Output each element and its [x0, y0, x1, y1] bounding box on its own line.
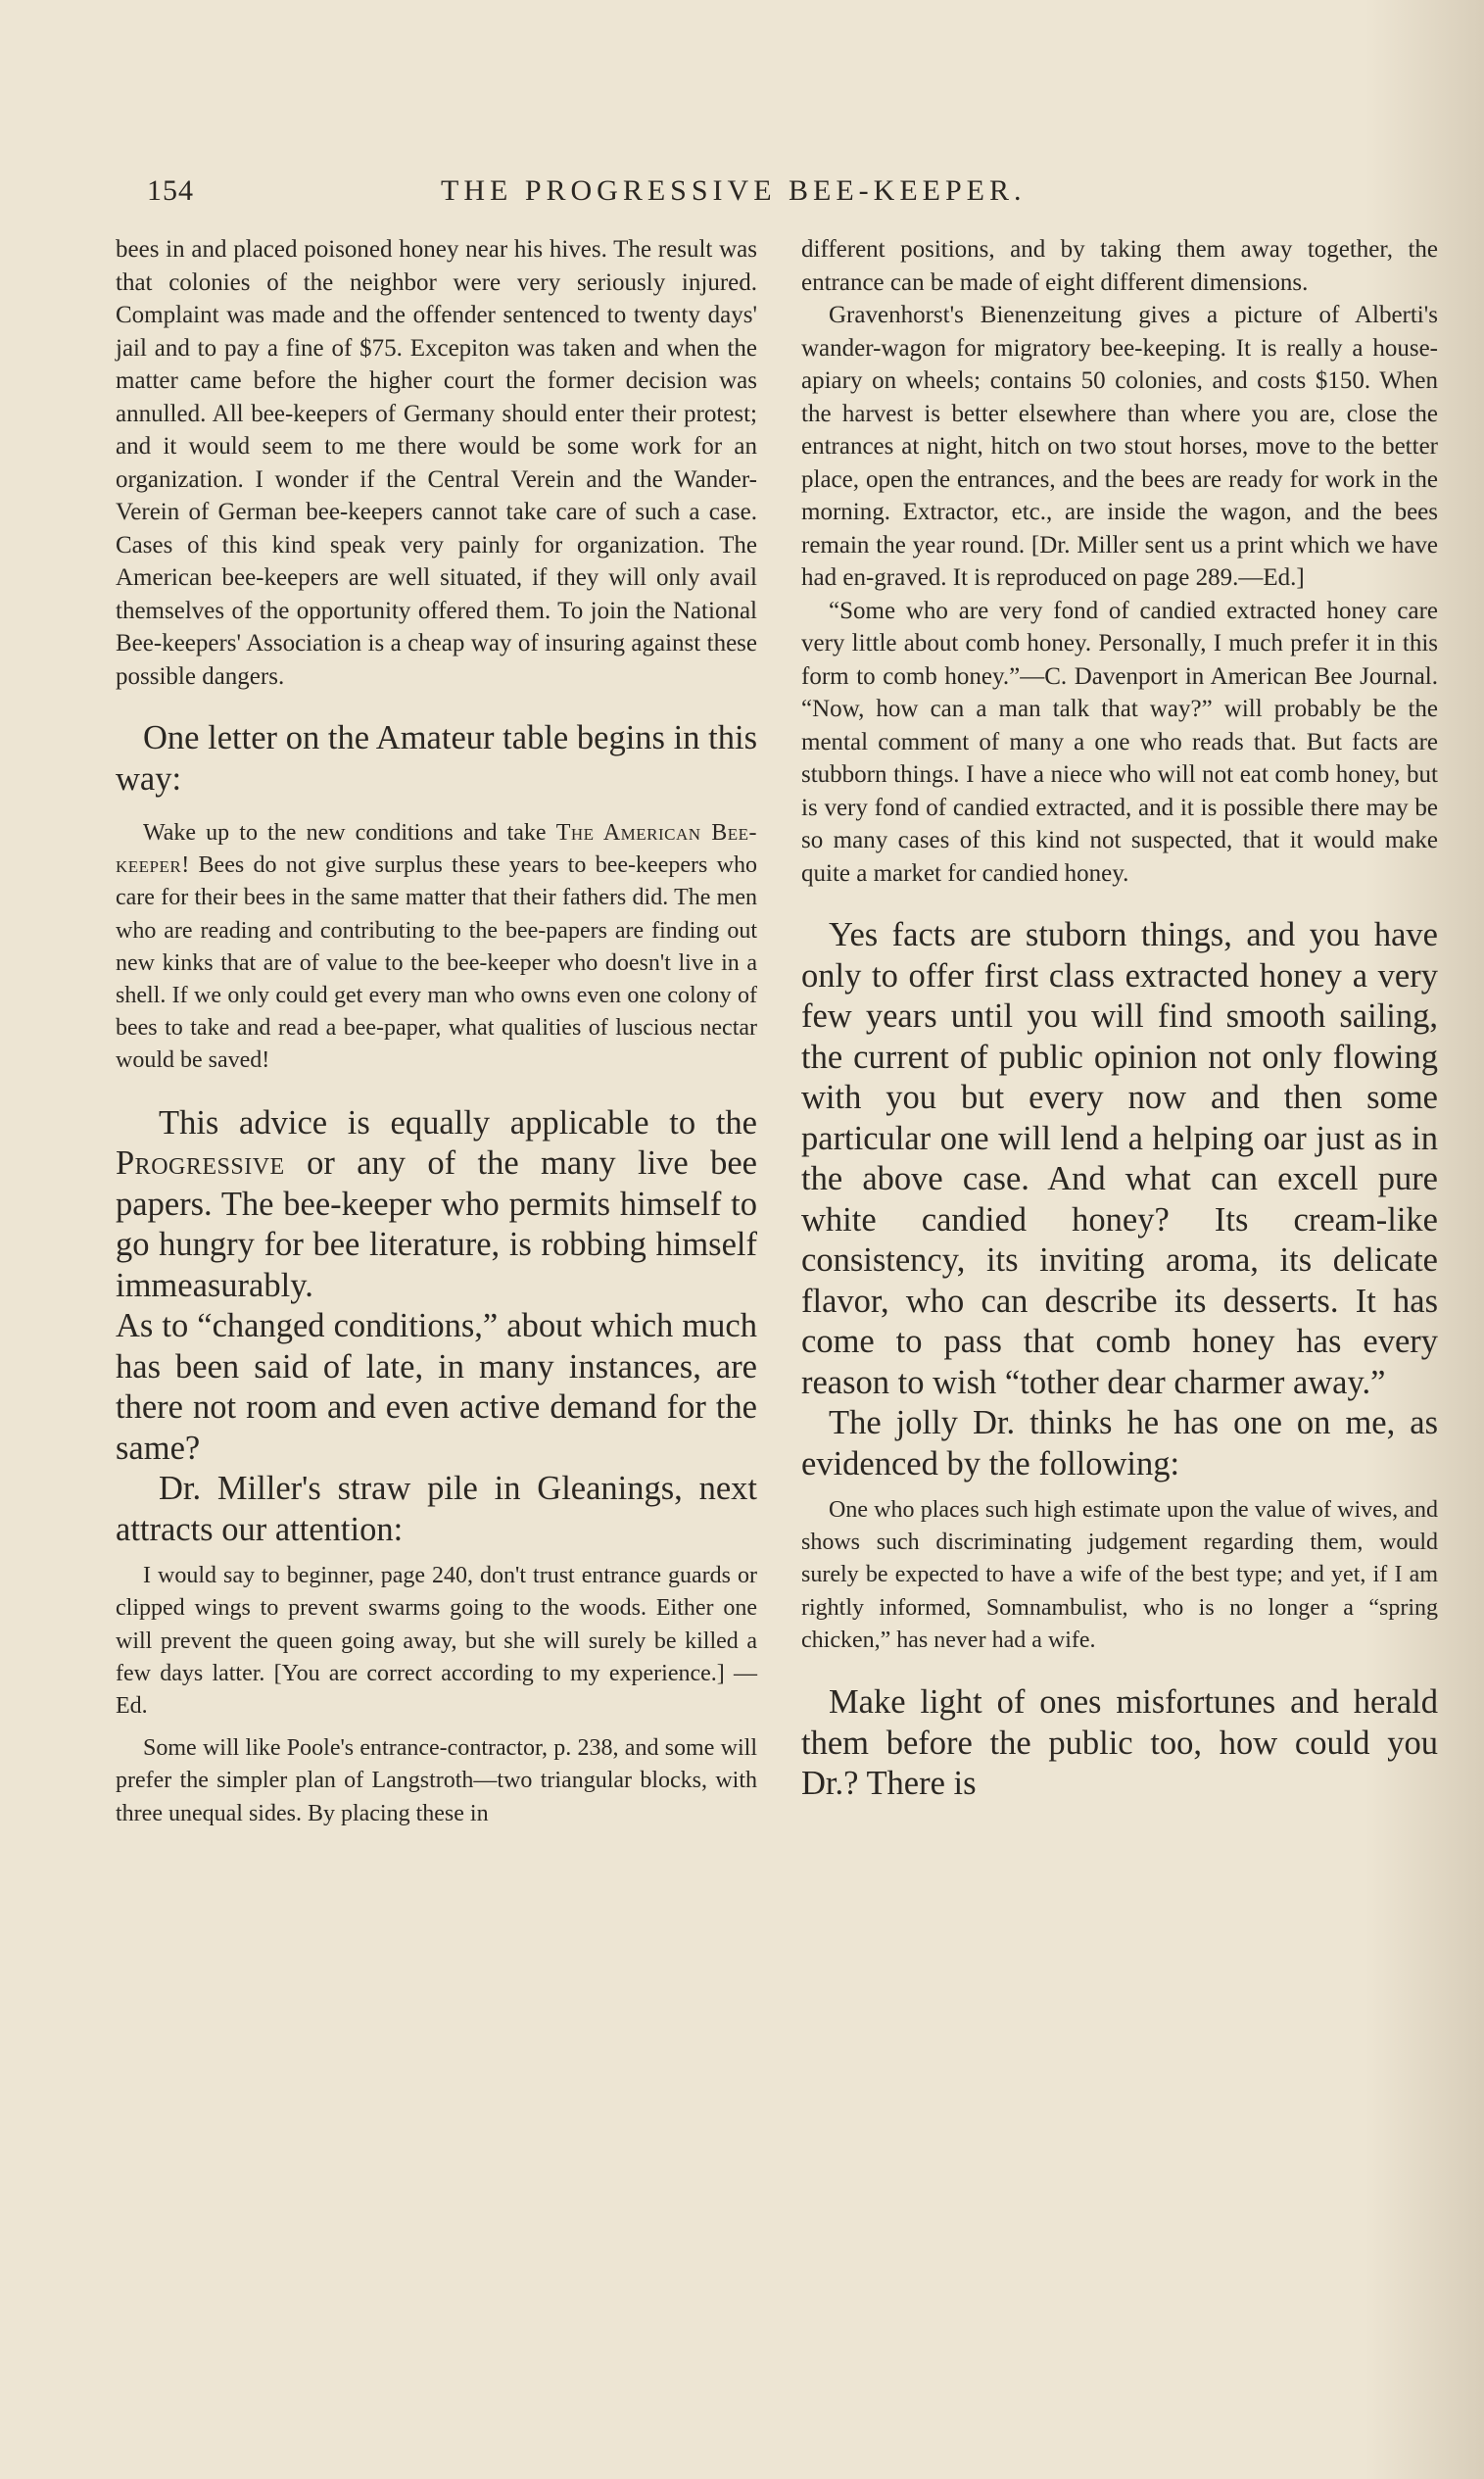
block-quote: Some will like Poole's entrance-contractor, p. 238, and some will prefer the simpler plan of Langstroth—two triangular blocks, with three unequal sides. By placing these in — [116, 1735, 757, 1826]
article-paragraph: The jolly Dr. thinks he has one on me, as evidenced by the following: — [801, 1404, 1438, 1483]
publication-name: Progressive — [116, 1144, 285, 1183]
article-paragraph: One letter on the Amateur table begins in this way: — [116, 719, 757, 798]
article-paragraph: Gravenhorst's Bienenzeitung gives a picture of Alberti's wander-wagon for migratory bee-keeping. It is really a house-apiary on wheels; contains 50 colonies, and costs $150. When the harvest is better elsewhere than where you are, close the entrances at night, hitch on two stout horses, move to the better place, open the entrances, and the bees are ready for work in the morning. Extractor, etc., are inside the wagon, and the bees remain the year round. [Dr. Miller sent us a print which we have had en-graved. It is reproduced on page 289.—Ed.] — [801, 302, 1438, 591]
article-paragraph: As to “changed conditions,” about which much has been said of late, in many instances, are there not room and even active demand for the same? — [116, 1307, 757, 1467]
article-paragraph: different positions, and by taking them away together, the entrance can be made of eight different dimensions. — [801, 236, 1438, 296]
page-header — [147, 174, 1401, 214]
block-quote — [116, 817, 757, 1078]
article-paragraph — [116, 1103, 757, 1307]
running-title: THE PROGRESSIVE BEE-KEEPER. — [441, 174, 1027, 207]
publication-name: The American Bee-keeper — [116, 820, 757, 879]
article-paragraph: Make light of ones misfortunes and herald them before the public too, how could you Dr.? There is — [801, 1683, 1438, 1803]
page-number: 154 — [147, 174, 194, 207]
block-quote: One who places such high estimate upon the value of wives, and shows such discriminating judgement regarding them, would surely be expected to have a wife of the best type; and yet, if I am rightly informed, Somnambulist, who is no longer a “spring chicken,” has never had a wife. — [801, 1497, 1438, 1653]
paragraph-text: This advice is equally applicable to the — [159, 1103, 757, 1142]
paragraph-text: or any of the many live bee papers. The bee-keeper who permits himself to go hungry for bee literature, is robbing himself immeasurably. — [116, 1144, 757, 1304]
right-column — [801, 233, 1438, 1805]
article-paragraph: Dr. Miller's straw pile in Gleanings, next attracts our attention: — [116, 1470, 757, 1548]
quote-text: ! Bees do not give surplus these years to bee-keepers who care for their bees in the same matter that their fathers did. The men who are reading and contributing to the bee-papers are finding out new kinks that are of value to the bee-keeper who doesn't live in a shell. If we only could get every man who owns even one colony of bees to take and read a bee-paper, what qualities of luscious nectar would be saved! — [116, 852, 757, 1074]
article-paragraph: Yes facts are stuborn things, and you have only to offer first class extracted honey a very few years until you will find smooth sailing, the current of public opinion not only flowing with you but every now and then some particular one will lend a helping oar just as in the above case. And what can excell pure white candied honey? Its cream-like consistency, its inviting aroma, its delicate flavor, who can describe its desserts. It has come to pass that comb honey has every reason to wish “tother dear charmer away.” — [801, 916, 1438, 1401]
article-paragraph: bees in and placed poisoned honey near his hives. The result was that colonies of the neighbor were very seriously injured. Complaint was made and the offender sentenced to twenty days' jail and to pay a fine of $75. Excepiton was taken and when the matter came before the higher court the former decision was annulled. All bee-keepers of Germany should enter their protest; and it would seem to me there would be some work for an organization. I wonder if the Central Verein and the Wander-Verein of German bee-keepers cannot take care of such a case. Cases of this kind speak very painly for organization. The American bee-keepers are well situated, if they will only avail themselves of the opportunity offered them. To join the National Bee-keepers' Association is a cheap way of insuring against these possible dangers. — [116, 236, 757, 690]
article-paragraph: “Some who are very fond of candied extracted honey care very little about comb honey. Personally, I much prefer it in this form to comb honey.”—C. Davenport in American Bee Journal. “Now, how can a man talk that way?” will probably be the mental comment of many a one who reads that. But facts are stubborn things. I have a niece who will not eat comb honey, but is very fond of candied extracted, and it is possible there may be so many cases of this kind not suspected, that it would make quite a market for candied honey. — [801, 597, 1438, 887]
block-quote: I would say to beginner, page 240, don't trust entrance guards or clipped wings to prevent swarms going to the woods. Either one will prevent the queen going away, but she will surely be killed a few days latter. [You are correct according to my experience.] —Ed. — [116, 1563, 757, 1719]
left-column — [116, 233, 757, 1830]
quote-text: Wake up to the new conditions and take — [143, 820, 556, 846]
